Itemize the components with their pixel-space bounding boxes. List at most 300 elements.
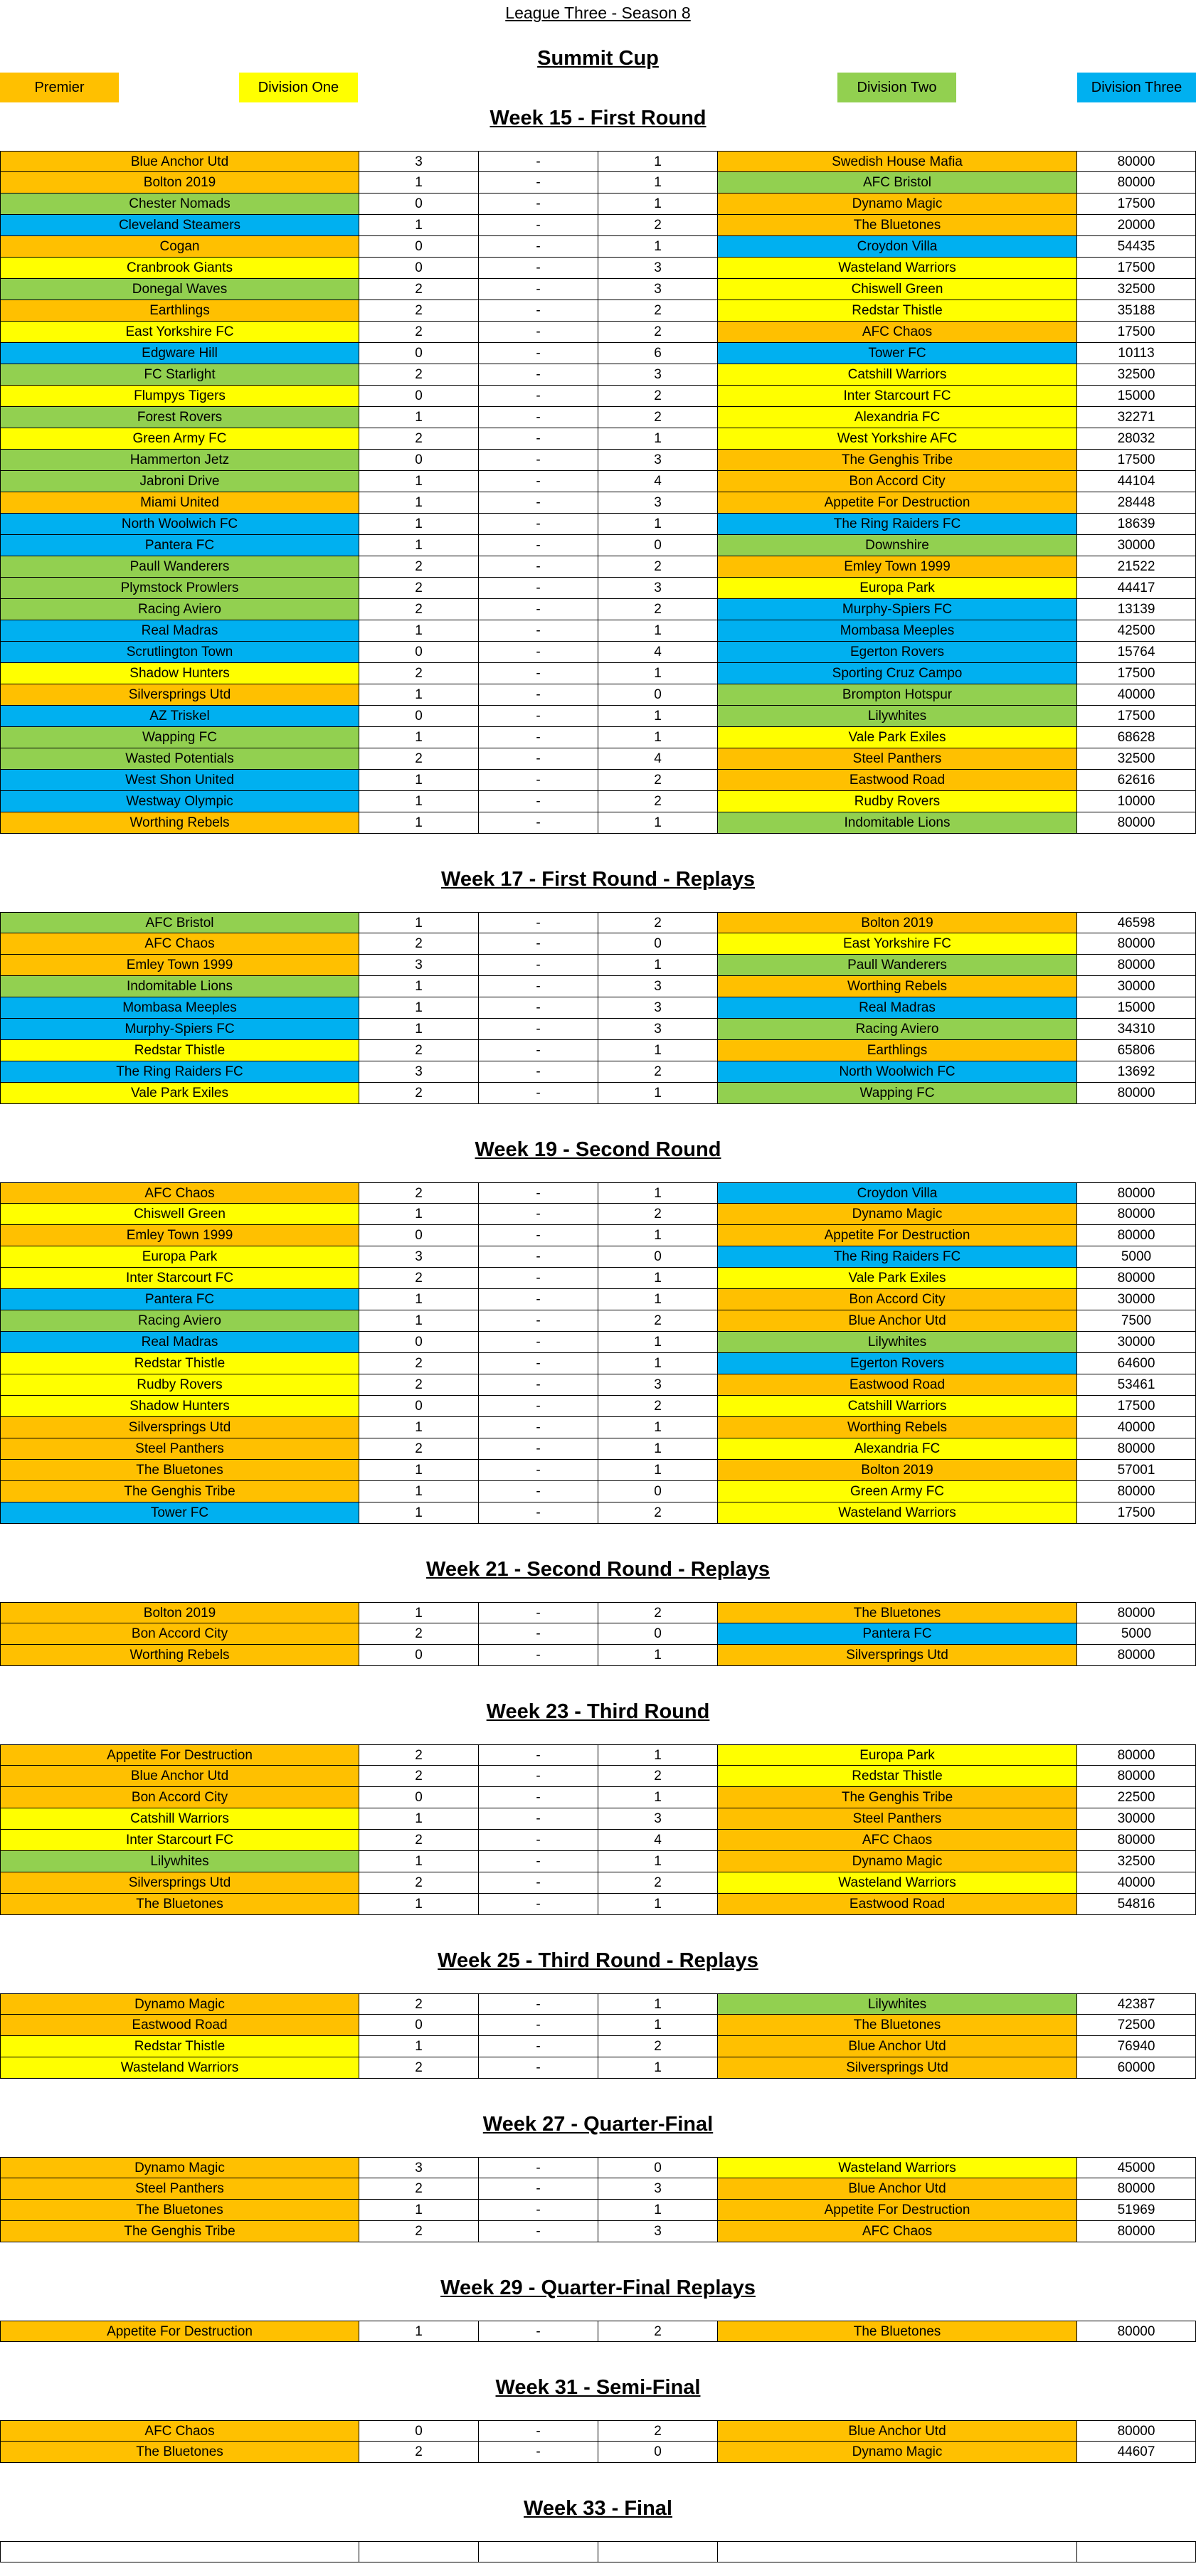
score-separator: - bbox=[479, 1083, 598, 1104]
round-title: Week 31 - Semi-Final bbox=[495, 2376, 701, 2399]
home-score: 1 bbox=[359, 1481, 479, 1502]
round-title: Week 15 - First Round bbox=[489, 107, 707, 129]
home-team: Tower FC bbox=[0, 1502, 359, 1524]
attendance: 80000 bbox=[1077, 2221, 1196, 2242]
attendance: 5000 bbox=[1077, 1623, 1196, 1645]
away-team: Wasteland Warriors bbox=[718, 1502, 1077, 1524]
away-team: Vale Park Exiles bbox=[718, 727, 1077, 748]
fixture-row bbox=[0, 364, 1196, 386]
attendance: 80000 bbox=[1077, 1083, 1196, 1104]
fixture-row bbox=[0, 791, 1196, 812]
away-team bbox=[718, 2541, 1077, 2562]
home-team: Cranbrook Giants bbox=[0, 258, 359, 279]
home-score: 2 bbox=[359, 322, 479, 343]
away-score: 2 bbox=[598, 1872, 718, 1894]
home-team: Silversprings Utd bbox=[0, 684, 359, 706]
fixture-row bbox=[0, 1894, 1196, 1915]
away-score: 2 bbox=[598, 1766, 718, 1787]
away-score: 0 bbox=[598, 2442, 718, 2463]
fixture-row bbox=[0, 912, 1196, 933]
home-team: Racing Aviero bbox=[0, 599, 359, 620]
home-score: 0 bbox=[359, 194, 479, 215]
home-team: Worthing Rebels bbox=[0, 812, 359, 834]
fixture-row bbox=[0, 1502, 1196, 1524]
home-team: Jabroni Drive bbox=[0, 471, 359, 492]
attendance: 18639 bbox=[1077, 514, 1196, 535]
away-score: 3 bbox=[598, 578, 718, 599]
score-separator: - bbox=[479, 2442, 598, 2463]
score-separator: - bbox=[479, 172, 598, 194]
away-score: 3 bbox=[598, 1019, 718, 1040]
score-separator: - bbox=[479, 2057, 598, 2079]
home-team: AFC Chaos bbox=[0, 2420, 359, 2442]
away-score: 1 bbox=[598, 1182, 718, 1204]
away-score: 1 bbox=[598, 1353, 718, 1374]
fixture-row bbox=[0, 1289, 1196, 1310]
score-separator: - bbox=[479, 770, 598, 791]
away-team: Silversprings Utd bbox=[718, 1645, 1077, 1666]
score-separator: - bbox=[479, 556, 598, 578]
fixture-row bbox=[0, 514, 1196, 535]
home-score: 0 bbox=[359, 236, 479, 258]
home-score: 2 bbox=[359, 1268, 479, 1289]
score-separator: - bbox=[479, 955, 598, 976]
attendance: 80000 bbox=[1077, 1645, 1196, 1666]
fixture-row bbox=[0, 2221, 1196, 2242]
away-score: 4 bbox=[598, 642, 718, 663]
away-score: 3 bbox=[598, 450, 718, 471]
fixture-row bbox=[0, 1766, 1196, 1787]
away-score: 2 bbox=[598, 1396, 718, 1417]
fixture-row bbox=[0, 933, 1196, 955]
away-score: 2 bbox=[598, 1061, 718, 1083]
away-team: AFC Chaos bbox=[718, 2221, 1077, 2242]
fixture-row bbox=[0, 556, 1196, 578]
fixture-row bbox=[0, 1374, 1196, 1396]
attendance: 17500 bbox=[1077, 1396, 1196, 1417]
away-team: AFC Bristol bbox=[718, 172, 1077, 194]
away-team: Steel Panthers bbox=[718, 1808, 1077, 1830]
home-score: 0 bbox=[359, 642, 479, 663]
away-team: Steel Panthers bbox=[718, 748, 1077, 770]
away-score: 1 bbox=[598, 955, 718, 976]
attendance: 80000 bbox=[1077, 812, 1196, 834]
home-team: Plymstock Prowlers bbox=[0, 578, 359, 599]
away-team: Real Madras bbox=[718, 997, 1077, 1019]
fixture-row bbox=[0, 1481, 1196, 1502]
home-team: Chiswell Green bbox=[0, 1204, 359, 1225]
away-team: Indomitable Lions bbox=[718, 812, 1077, 834]
away-team: Swedish House Mafia bbox=[718, 151, 1077, 172]
home-score: 2 bbox=[359, 556, 479, 578]
away-score: 1 bbox=[598, 2015, 718, 2036]
fixture-row bbox=[0, 1417, 1196, 1438]
score-separator: - bbox=[479, 471, 598, 492]
home-score: 2 bbox=[359, 364, 479, 386]
away-score: 1 bbox=[598, 1289, 718, 1310]
attendance: 76940 bbox=[1077, 2036, 1196, 2057]
away-score: 6 bbox=[598, 343, 718, 364]
away-team: North Woolwich FC bbox=[718, 1061, 1077, 1083]
fixture-row bbox=[0, 1993, 1196, 2015]
home-team: Shadow Hunters bbox=[0, 1396, 359, 1417]
score-separator: - bbox=[479, 1872, 598, 1894]
home-score: 1 bbox=[359, 535, 479, 556]
score-separator: - bbox=[479, 1460, 598, 1481]
score-separator: - bbox=[479, 2178, 598, 2200]
home-team: The Genghis Tribe bbox=[0, 2221, 359, 2242]
home-team: Steel Panthers bbox=[0, 2178, 359, 2200]
home-score: 3 bbox=[359, 2157, 479, 2178]
attendance: 80000 bbox=[1077, 1225, 1196, 1246]
attendance: 64600 bbox=[1077, 1353, 1196, 1374]
home-team: Forest Rovers bbox=[0, 407, 359, 428]
away-score: 1 bbox=[598, 151, 718, 172]
away-team: Murphy-Spiers FC bbox=[718, 599, 1077, 620]
fixture-row bbox=[0, 471, 1196, 492]
home-score: 1 bbox=[359, 912, 479, 933]
home-score: 3 bbox=[359, 1246, 479, 1268]
home-team: FC Starlight bbox=[0, 364, 359, 386]
attendance: 15000 bbox=[1077, 997, 1196, 1019]
away-team: Bolton 2019 bbox=[718, 1460, 1077, 1481]
home-team: AFC Chaos bbox=[0, 933, 359, 955]
home-team: The Bluetones bbox=[0, 2200, 359, 2221]
away-team: Wasteland Warriors bbox=[718, 2157, 1077, 2178]
away-team: Worthing Rebels bbox=[718, 1417, 1077, 1438]
away-score: 1 bbox=[598, 663, 718, 684]
away-score: 3 bbox=[598, 1808, 718, 1830]
cup-title: Summit Cup bbox=[537, 47, 659, 70]
score-separator: - bbox=[479, 194, 598, 215]
fixture-row bbox=[0, 1872, 1196, 1894]
home-team: Cogan bbox=[0, 236, 359, 258]
attendance: 32500 bbox=[1077, 279, 1196, 300]
home-team: Bolton 2019 bbox=[0, 172, 359, 194]
away-score: 3 bbox=[598, 2178, 718, 2200]
score-separator: - bbox=[479, 2015, 598, 2036]
score-separator: - bbox=[479, 1225, 598, 1246]
away-score: 0 bbox=[598, 1481, 718, 1502]
fixture-row bbox=[0, 322, 1196, 343]
score-separator: - bbox=[479, 1808, 598, 1830]
home-score: 1 bbox=[359, 1417, 479, 1438]
attendance: 80000 bbox=[1077, 1204, 1196, 1225]
home-score: 2 bbox=[359, 1182, 479, 1204]
home-team: North Woolwich FC bbox=[0, 514, 359, 535]
home-score: 2 bbox=[359, 2178, 479, 2200]
away-team: Eastwood Road bbox=[718, 1894, 1077, 1915]
away-score: 3 bbox=[598, 364, 718, 386]
attendance: 80000 bbox=[1077, 172, 1196, 194]
home-team: Edgware Hill bbox=[0, 343, 359, 364]
score-separator: - bbox=[479, 215, 598, 236]
home-score: 2 bbox=[359, 2221, 479, 2242]
home-team: Real Madras bbox=[0, 1332, 359, 1353]
score-separator: - bbox=[479, 1396, 598, 1417]
home-score: 1 bbox=[359, 812, 479, 834]
fixture-row bbox=[0, 1396, 1196, 1417]
home-score: 2 bbox=[359, 1744, 479, 1766]
score-separator: - bbox=[479, 642, 598, 663]
attendance: 80000 bbox=[1077, 2178, 1196, 2200]
away-score: 0 bbox=[598, 684, 718, 706]
fixture-row bbox=[0, 1602, 1196, 1623]
away-score: 0 bbox=[598, 933, 718, 955]
fixture-row bbox=[0, 976, 1196, 997]
fixture-row bbox=[0, 2321, 1196, 2342]
away-team: Dynamo Magic bbox=[718, 1204, 1077, 1225]
away-score: 2 bbox=[598, 407, 718, 428]
home-team: Blue Anchor Utd bbox=[0, 151, 359, 172]
home-score: 1 bbox=[359, 1019, 479, 1040]
home-score: 1 bbox=[359, 620, 479, 642]
away-team: Catshill Warriors bbox=[718, 1396, 1077, 1417]
home-score: 0 bbox=[359, 2420, 479, 2442]
away-team: Blue Anchor Utd bbox=[718, 2420, 1077, 2442]
attendance: 30000 bbox=[1077, 1808, 1196, 1830]
away-score: 3 bbox=[598, 997, 718, 1019]
attendance: 80000 bbox=[1077, 2420, 1196, 2442]
attendance: 60000 bbox=[1077, 2057, 1196, 2079]
attendance: 54816 bbox=[1077, 1894, 1196, 1915]
away-team: Dynamo Magic bbox=[718, 194, 1077, 215]
away-score: 3 bbox=[598, 976, 718, 997]
home-team: Miami United bbox=[0, 492, 359, 514]
home-team: East Yorkshire FC bbox=[0, 322, 359, 343]
score-separator: - bbox=[479, 620, 598, 642]
home-score: 0 bbox=[359, 343, 479, 364]
away-team: Croydon Villa bbox=[718, 236, 1077, 258]
home-team: Silversprings Utd bbox=[0, 1872, 359, 1894]
attendance: 57001 bbox=[1077, 1460, 1196, 1481]
round-title: Week 25 - Third Round - Replays bbox=[438, 1949, 758, 1972]
score-separator: - bbox=[479, 663, 598, 684]
away-score: 2 bbox=[598, 386, 718, 407]
home-score: 2 bbox=[359, 1766, 479, 1787]
score-separator: - bbox=[479, 1623, 598, 1645]
fixture-row bbox=[0, 684, 1196, 706]
score-separator: - bbox=[479, 258, 598, 279]
attendance: 46598 bbox=[1077, 912, 1196, 933]
fixture-row bbox=[0, 1787, 1196, 1808]
fixture-row bbox=[0, 215, 1196, 236]
attendance: 30000 bbox=[1077, 976, 1196, 997]
attendance: 53461 bbox=[1077, 1374, 1196, 1396]
attendance: 28032 bbox=[1077, 428, 1196, 450]
score-separator: - bbox=[479, 1851, 598, 1872]
score-separator: - bbox=[479, 1438, 598, 1460]
score-separator: - bbox=[479, 300, 598, 322]
away-score: 1 bbox=[598, 812, 718, 834]
home-score: 0 bbox=[359, 706, 479, 727]
attendance: 32500 bbox=[1077, 1851, 1196, 1872]
away-score: 1 bbox=[598, 1645, 718, 1666]
home-team: West Shon United bbox=[0, 770, 359, 791]
away-team: The Ring Raiders FC bbox=[718, 514, 1077, 535]
away-team: Appetite For Destruction bbox=[718, 492, 1077, 514]
away-score: 2 bbox=[598, 1310, 718, 1332]
away-score: 1 bbox=[598, 1417, 718, 1438]
home-score: 0 bbox=[359, 1396, 479, 1417]
away-score: 1 bbox=[598, 236, 718, 258]
fixture-row bbox=[0, 407, 1196, 428]
fixture-row bbox=[0, 2541, 1196, 2562]
away-team: The Bluetones bbox=[718, 2321, 1077, 2342]
attendance: 51969 bbox=[1077, 2200, 1196, 2221]
away-score: 1 bbox=[598, 706, 718, 727]
away-team: Mombasa Meeples bbox=[718, 620, 1077, 642]
away-team: Pantera FC bbox=[718, 1623, 1077, 1645]
away-score: 1 bbox=[598, 1225, 718, 1246]
away-score: 1 bbox=[598, 1083, 718, 1104]
away-team: Tower FC bbox=[718, 343, 1077, 364]
home-score: 1 bbox=[359, 172, 479, 194]
home-team: Earthlings bbox=[0, 300, 359, 322]
attendance: 44417 bbox=[1077, 578, 1196, 599]
away-team: Racing Aviero bbox=[718, 1019, 1077, 1040]
home-score: 2 bbox=[359, 1438, 479, 1460]
home-score: 2 bbox=[359, 279, 479, 300]
score-separator: - bbox=[479, 933, 598, 955]
home-team: AZ Triskel bbox=[0, 706, 359, 727]
home-score: 1 bbox=[359, 471, 479, 492]
score-separator: - bbox=[479, 1353, 598, 1374]
attendance: 34310 bbox=[1077, 1019, 1196, 1040]
attendance: 80000 bbox=[1077, 1481, 1196, 1502]
away-score: 1 bbox=[598, 1268, 718, 1289]
score-separator: - bbox=[479, 1019, 598, 1040]
score-separator bbox=[479, 2541, 598, 2562]
home-score: 2 bbox=[359, 1353, 479, 1374]
away-team: Bon Accord City bbox=[718, 1289, 1077, 1310]
score-separator: - bbox=[479, 2036, 598, 2057]
away-score: 2 bbox=[598, 300, 718, 322]
away-team: Lilywhites bbox=[718, 1993, 1077, 2015]
fixture-row bbox=[0, 2057, 1196, 2079]
fixture-row bbox=[0, 1460, 1196, 1481]
away-score: 1 bbox=[598, 172, 718, 194]
fixture-row bbox=[0, 428, 1196, 450]
home-team: Hammerton Jetz bbox=[0, 450, 359, 471]
attendance: 35188 bbox=[1077, 300, 1196, 322]
home-score: 1 bbox=[359, 492, 479, 514]
home-score: 2 bbox=[359, 1993, 479, 2015]
home-team: Scrutlington Town bbox=[0, 642, 359, 663]
fixture-row bbox=[0, 2200, 1196, 2221]
fixture-row bbox=[0, 620, 1196, 642]
attendance: 80000 bbox=[1077, 1744, 1196, 1766]
home-score: 0 bbox=[359, 1787, 479, 1808]
score-separator: - bbox=[479, 1894, 598, 1915]
away-score: 0 bbox=[598, 1623, 718, 1645]
away-team: The Ring Raiders FC bbox=[718, 1246, 1077, 1268]
away-score: 0 bbox=[598, 2157, 718, 2178]
fixture-row bbox=[0, 172, 1196, 194]
home-score: 1 bbox=[359, 770, 479, 791]
attendance: 17500 bbox=[1077, 1502, 1196, 1524]
away-score: 2 bbox=[598, 599, 718, 620]
score-separator: - bbox=[479, 684, 598, 706]
home-score: 2 bbox=[359, 300, 479, 322]
home-score: 3 bbox=[359, 151, 479, 172]
away-team: The Bluetones bbox=[718, 215, 1077, 236]
home-score: 2 bbox=[359, 578, 479, 599]
score-separator: - bbox=[479, 1645, 598, 1666]
score-separator: - bbox=[479, 578, 598, 599]
score-separator: - bbox=[479, 912, 598, 933]
score-separator: - bbox=[479, 386, 598, 407]
home-team: Catshill Warriors bbox=[0, 1808, 359, 1830]
home-team: Dynamo Magic bbox=[0, 1993, 359, 2015]
attendance: 80000 bbox=[1077, 1602, 1196, 1623]
away-team: The Bluetones bbox=[718, 1602, 1077, 1623]
round-title: Week 21 - Second Round - Replays bbox=[426, 1558, 770, 1581]
legend-div2: Division Two bbox=[837, 73, 956, 102]
home-team: Murphy-Spiers FC bbox=[0, 1019, 359, 1040]
away-score: 3 bbox=[598, 1374, 718, 1396]
score-separator: - bbox=[479, 1481, 598, 1502]
away-score: 1 bbox=[598, 727, 718, 748]
away-team: Appetite For Destruction bbox=[718, 1225, 1077, 1246]
away-team: Inter Starcourt FC bbox=[718, 386, 1077, 407]
fixture-row bbox=[0, 2178, 1196, 2200]
fixture-row bbox=[0, 727, 1196, 748]
home-score: 1 bbox=[359, 1602, 479, 1623]
away-team: Lilywhites bbox=[718, 1332, 1077, 1353]
attendance: 32500 bbox=[1077, 748, 1196, 770]
score-separator: - bbox=[479, 812, 598, 834]
fixture-row bbox=[0, 1182, 1196, 1204]
attendance: 10113 bbox=[1077, 343, 1196, 364]
attendance: 17500 bbox=[1077, 706, 1196, 727]
away-score: 1 bbox=[598, 1993, 718, 2015]
attendance: 5000 bbox=[1077, 1246, 1196, 1268]
home-score: 1 bbox=[359, 2036, 479, 2057]
home-score: 0 bbox=[359, 1225, 479, 1246]
away-score: 0 bbox=[598, 1246, 718, 1268]
away-team: AFC Chaos bbox=[718, 1830, 1077, 1851]
home-team: Dynamo Magic bbox=[0, 2157, 359, 2178]
away-score: 1 bbox=[598, 194, 718, 215]
away-team: Paull Wanderers bbox=[718, 955, 1077, 976]
away-score: 2 bbox=[598, 215, 718, 236]
away-team: Rudby Rovers bbox=[718, 791, 1077, 812]
attendance: 80000 bbox=[1077, 1182, 1196, 1204]
round-title: Week 33 - Final bbox=[524, 2497, 672, 2520]
home-team: Inter Starcourt FC bbox=[0, 1830, 359, 1851]
attendance: 44104 bbox=[1077, 471, 1196, 492]
home-score: 2 bbox=[359, 933, 479, 955]
attendance: 30000 bbox=[1077, 535, 1196, 556]
attendance: 42500 bbox=[1077, 620, 1196, 642]
home-team: Appetite For Destruction bbox=[0, 1744, 359, 1766]
away-team: Blue Anchor Utd bbox=[718, 2036, 1077, 2057]
score-separator: - bbox=[479, 1744, 598, 1766]
attendance: 17500 bbox=[1077, 194, 1196, 215]
home-team: Wapping FC bbox=[0, 727, 359, 748]
home-score: 0 bbox=[359, 2015, 479, 2036]
away-score: 1 bbox=[598, 1332, 718, 1353]
home-score: 1 bbox=[359, 215, 479, 236]
fixture-row bbox=[0, 663, 1196, 684]
away-score: 2 bbox=[598, 2036, 718, 2057]
home-team: Pantera FC bbox=[0, 535, 359, 556]
attendance: 32500 bbox=[1077, 364, 1196, 386]
score-separator: - bbox=[479, 1204, 598, 1225]
home-team: Emley Town 1999 bbox=[0, 955, 359, 976]
away-team: Worthing Rebels bbox=[718, 976, 1077, 997]
